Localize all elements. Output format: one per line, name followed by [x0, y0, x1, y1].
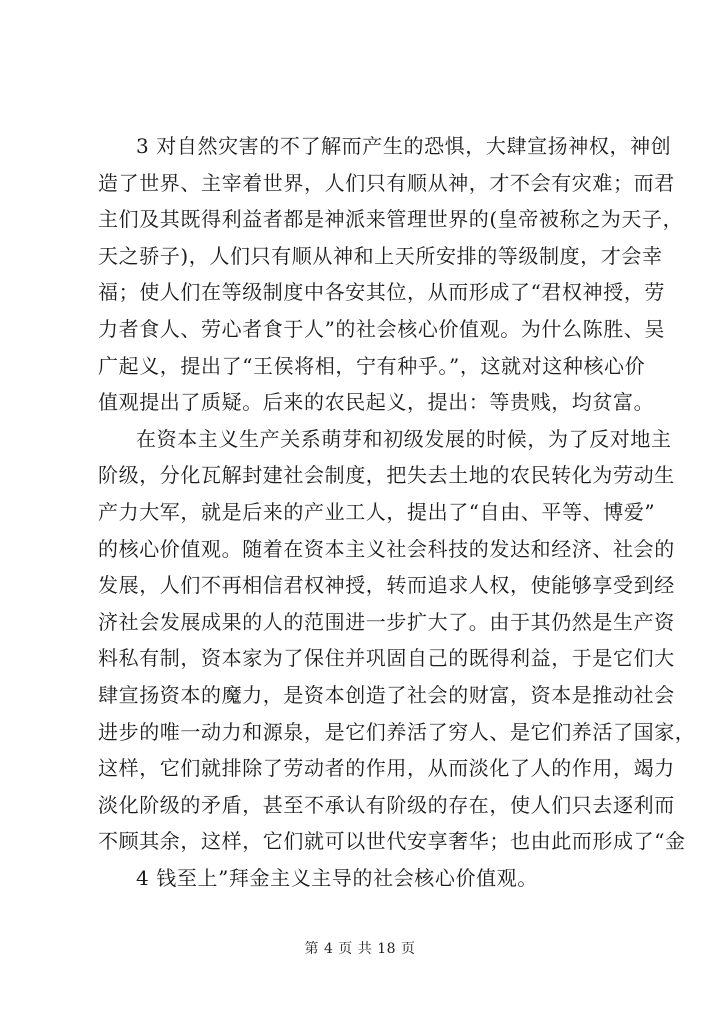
text-line: 料私有制，资本家为了保住并巩固自己的既得利益，于是它们大 — [98, 646, 675, 671]
text-line: 这样，它们就排除了劳动者的作用，从而淡化了人的作用，竭力 — [98, 756, 675, 781]
page-footer: 第 4 页 共 18 页 — [304, 941, 416, 957]
text-line: 福；使人们在等级制度中各安其位，从而形成了“君权神授，劳 — [98, 280, 666, 305]
text-line: 3 对自然灾害的不了解而产生的恐惧，大肆宣扬神权，神创 — [136, 134, 672, 158]
text-line: 天之骄子)，人们只有顺从神和上天所安排的等级制度，才会幸 — [98, 243, 663, 268]
text-line: 阶级，分化瓦解封建社会制度，把失去土地的农民转化为劳动生 — [98, 463, 675, 488]
text-line: 进步的唯一动力和源泉，是它们养活了穷人、是它们养活了国家， — [98, 719, 696, 744]
text-line: 淡化阶级的矛盾，甚至不承认有阶级的存在，使人们只去逐利而 — [98, 792, 675, 817]
text-line: 肆宣扬资本的魔力，是资本创造了社会的财富，资本是推动社会 — [98, 682, 675, 707]
text-line: 值观提出了质疑。后来的农民起义，提出：等贵贱，均贫富。 — [98, 390, 655, 415]
text-line: 广起义，提出了“王侯将相，宁有种乎。”，这就对这种核心价 — [98, 353, 646, 378]
text-line: 济社会发展成果的人的范围进一步扩大了。由于其仍然是生产资 — [98, 609, 675, 634]
text-line: 4 钱至上”拜金主义主导的社会核心价值观。 — [136, 865, 538, 890]
text-line: 造了世界、主宰着世界，人们只有顺从神，才不会有灾难；而君 — [98, 170, 675, 195]
text-line: 产力大军，就是后来的产业工人，提出了“自由、平等、博爱” — [98, 499, 656, 524]
text-line: 不顾其余，这样，它们就可以世代安享奢华；也由此而形成了“金 — [98, 829, 686, 854]
text-line: 发展，人们不再相信君权神授，转而追求人权，使能够享受到经 — [98, 573, 675, 598]
text-line: 在资本主义生产关系萌芽和初级发展的时候，为了反对地主 — [136, 426, 672, 451]
text-line: 力者食人、劳心者食于人”的社会核心价值观。为什么陈胜、吴 — [98, 316, 666, 341]
text-line: 主们及其既得利益者都是神派来管理世界的(皇帝被称之为天子， — [98, 207, 684, 232]
text-line: 的核心价值观。随着在资本主义社会科技的发达和经济、社会的 — [98, 536, 675, 561]
body-text — [98, 128, 696, 896]
